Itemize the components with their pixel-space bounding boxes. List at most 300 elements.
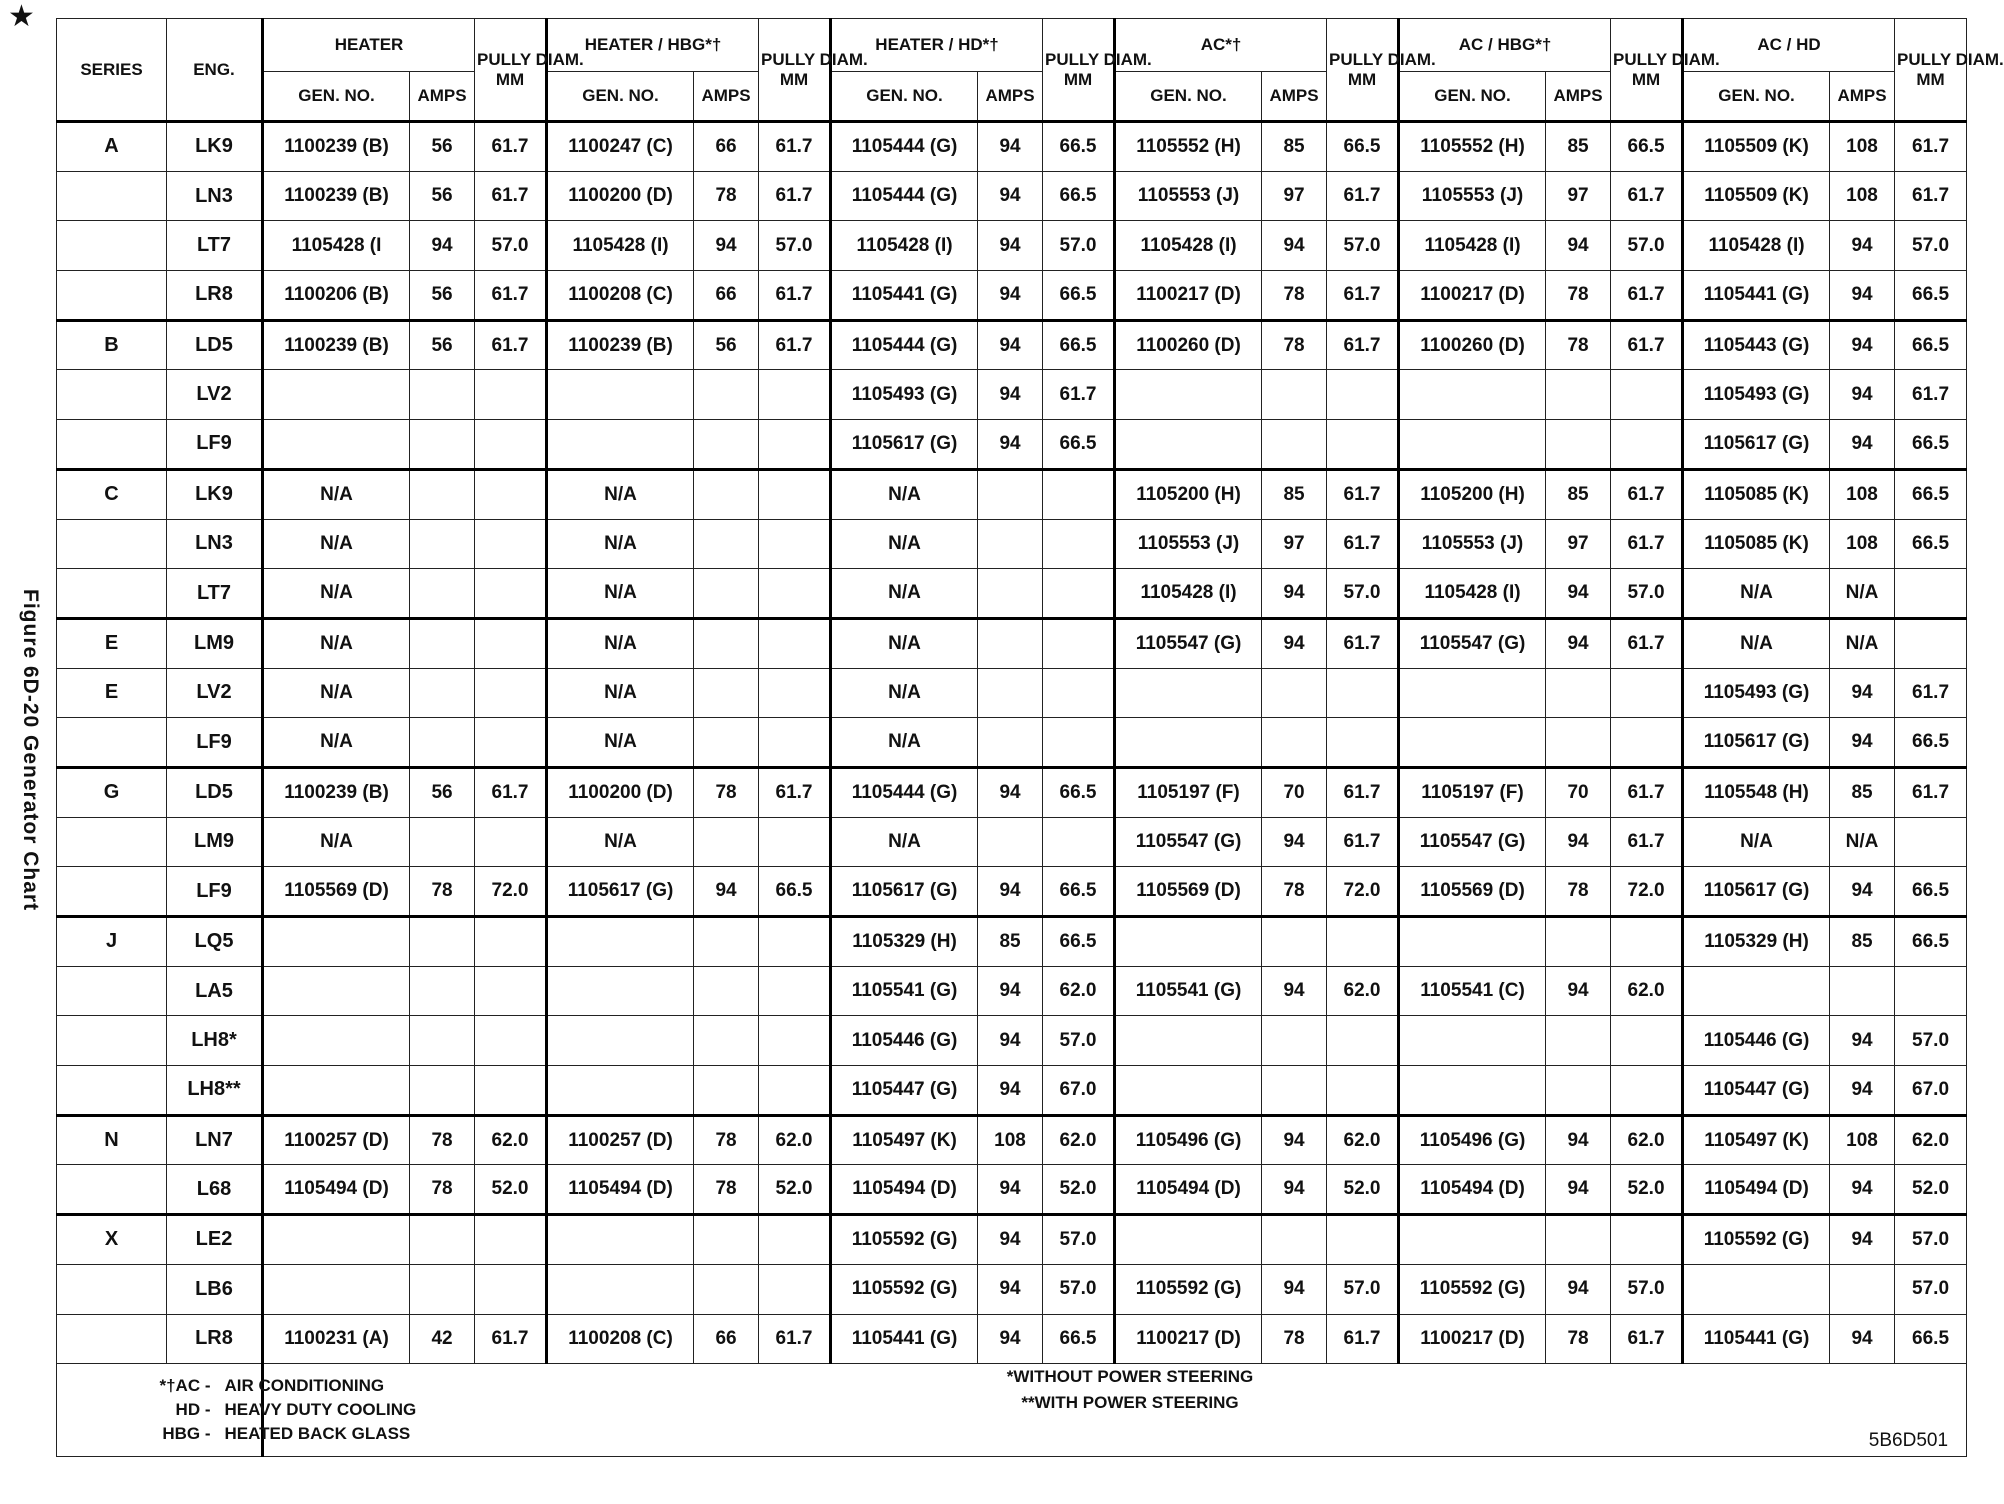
group-header-5: AC / HD [1683,19,1895,72]
pully-diam-cell: 62.0 [759,1115,831,1165]
pully-diam-cell: 61.7 [1611,767,1683,817]
engine-cell: LV2 [167,370,263,420]
amps-cell [1546,718,1611,768]
amps-cell: 66 [694,271,759,321]
gen-no-cell [547,370,694,420]
amps-cell: 78 [694,1165,759,1215]
table-row [57,519,1967,569]
gen-no-header: GEN. NO. [1115,72,1262,122]
series-cell [57,1016,167,1066]
gen-no-cell: 1105497 (K) [831,1115,978,1165]
pully-diam-cell: 61.7 [1611,519,1683,569]
gen-no-cell: 1105493 (G) [1683,668,1830,718]
amps-cell: 56 [410,171,475,221]
gen-no-cell [547,1215,694,1265]
engine-cell: LT7 [167,569,263,619]
gen-no-cell: 1105547 (G) [1115,618,1262,668]
gen-no-cell: 1100200 (D) [547,767,694,817]
gen-no-cell: 1105085 (K) [1683,519,1830,569]
gen-no-cell: 1100231 (A) [263,1314,410,1364]
amps-header: AMPS [978,72,1043,122]
amps-cell: 108 [1830,171,1895,221]
gen-no-cell: 1105329 (H) [831,917,978,967]
amps-cell: 94 [1546,817,1611,867]
pully-diam-cell [759,1264,831,1314]
pully-diam-cell: 66.5 [1895,1314,1967,1364]
pully-diam-cell: 66.5 [1043,271,1115,321]
legend-key: HBG - [162,1423,211,1443]
pully-diam-header [475,19,584,122]
pully-diam-cell [1327,718,1399,768]
pully-diam-cell [475,618,547,668]
pully-diam-cell: 62.0 [1895,1115,1967,1165]
amps-cell: 94 [1830,1314,1895,1364]
table-row [57,420,1967,470]
pully-diam-cell: 57.0 [759,221,831,271]
pully-diam-cell [1611,420,1683,470]
gen-no-cell [263,1264,410,1314]
gen-no-cell: 1105197 (F) [1399,767,1546,817]
amps-cell: N/A [1830,618,1895,668]
gen-no-cell: 1105444 (G) [831,122,978,172]
amps-cell: 78 [410,1165,475,1215]
pully-diam-cell [1611,1215,1683,1265]
amps-cell [694,370,759,420]
amps-cell [1262,718,1327,768]
amps-cell: 78 [694,171,759,221]
amps-cell: N/A [1830,817,1895,867]
amps-cell: 94 [978,171,1043,221]
gen-no-cell: 1105541 (C) [1399,966,1546,1016]
table-row [57,917,1967,967]
gen-no-cell: 1100208 (C) [547,271,694,321]
pully-diam-cell: 62.0 [1611,966,1683,1016]
engine-cell: LF9 [167,420,263,470]
amps-cell [1546,1016,1611,1066]
pully-diam-cell: 67.0 [1895,1066,1967,1116]
amps-cell: 94 [694,867,759,917]
gen-no-cell: 1105592 (G) [831,1215,978,1265]
pully-diam-cell: 61.7 [1611,271,1683,321]
gen-no-cell: 1105085 (K) [1683,469,1830,519]
gen-no-cell: 1100239 (B) [263,122,410,172]
engine-cell: LT7 [167,221,263,271]
gen-no-cell: N/A [831,469,978,519]
amps-cell [410,1066,475,1116]
table-row [57,1264,1967,1314]
pully-diam-cell [759,718,831,768]
pully-diam-cell [1611,668,1683,718]
gen-no-cell: N/A [263,817,410,867]
pully-label: PULLY DIAM. [1329,49,1436,69]
amps-cell: 94 [978,767,1043,817]
note-without-power-steering: *WITHOUT POWER STEERING [1006,1367,1254,1387]
amps-cell [1262,1066,1327,1116]
table-row [57,320,1967,370]
pully-diam-cell [759,1215,831,1265]
series-header: SERIES [57,19,167,122]
series-cell [57,370,167,420]
gen-no-cell: 1105569 (D) [1399,867,1546,917]
table-row [57,370,1967,420]
pully-diam-cell: 72.0 [1611,867,1683,917]
notes-block [266,1364,1964,1456]
series-cell: G [57,767,167,817]
amps-cell: 78 [1546,271,1611,321]
table-row [57,618,1967,668]
pully-diam-cell: 57.0 [1043,1215,1115,1265]
gen-no-cell: 1100247 (C) [547,122,694,172]
pully-diam-cell: 61.7 [759,271,831,321]
gen-no-cell [1399,370,1546,420]
pully-diam-cell [475,966,547,1016]
pully-diam-cell: 61.7 [1327,817,1399,867]
pully-diam-cell [759,917,831,967]
amps-cell: 94 [1830,1066,1895,1116]
series-cell [57,1066,167,1116]
amps-cell [694,1066,759,1116]
gen-no-cell: 1105428 (I) [1115,569,1262,619]
amps-cell [694,917,759,967]
pully-diam-cell: 61.7 [1611,171,1683,221]
amps-header: AMPS [1546,72,1611,122]
pully-diam-cell [475,817,547,867]
pully-diam-cell: 61.7 [759,122,831,172]
amps-cell [1546,668,1611,718]
pully-diam-header [1611,19,1720,122]
gen-no-cell [1115,718,1262,768]
table-row [57,1215,1967,1265]
amps-cell: 78 [694,767,759,817]
amps-cell [410,569,475,619]
pully-diam-cell: 52.0 [1043,1165,1115,1215]
gen-no-cell: 1100200 (D) [547,171,694,221]
series-cell [57,966,167,1016]
pully-diam-cell: 61.7 [1327,1314,1399,1364]
amps-cell [410,469,475,519]
pully-diam-cell: 66.5 [759,867,831,917]
pully-diam-cell: 66.5 [1043,1314,1115,1364]
legend-key: HD - [175,1399,211,1419]
gen-no-cell: 1105197 (F) [1115,767,1262,817]
amps-cell: 94 [694,221,759,271]
amps-cell: 85 [978,917,1043,967]
engine-cell: LH8* [167,1016,263,1066]
table-row [57,1314,1967,1364]
pully-diam-cell: 61.7 [1611,817,1683,867]
amps-cell: 66 [694,1314,759,1364]
gen-no-cell [547,917,694,967]
series-cell [57,221,167,271]
gen-no-cell: 1105200 (H) [1115,469,1262,519]
amps-cell [1262,917,1327,967]
series-cell: B [57,320,167,370]
gen-no-cell: 1105493 (G) [831,370,978,420]
pully-diam-cell: 62.0 [1327,1115,1399,1165]
gen-no-cell: 1105541 (G) [831,966,978,1016]
gen-no-cell [1115,1066,1262,1116]
pully-diam-cell: 61.7 [1327,519,1399,569]
pully-diam-cell [1043,618,1115,668]
gen-no-cell: 1105444 (G) [831,171,978,221]
pully-diam-cell [1611,370,1683,420]
pully-diam-cell: 61.7 [1895,122,1967,172]
amps-cell: 94 [1830,1165,1895,1215]
pully-diam-cell: 61.7 [1327,171,1399,221]
pully-diam-cell [759,966,831,1016]
gen-no-cell: 1105541 (G) [1115,966,1262,1016]
amps-cell [1546,1066,1611,1116]
amps-cell [1262,1016,1327,1066]
gen-no-cell: 1105617 (G) [1683,420,1830,470]
amps-cell [410,1264,475,1314]
amps-cell: 78 [410,867,475,917]
amps-cell: 108 [1830,122,1895,172]
pully-diam-cell: 61.7 [1611,1314,1683,1364]
engine-cell: LN7 [167,1115,263,1165]
gen-no-cell: 1105592 (G) [1115,1264,1262,1314]
gen-no-cell: 1105428 (I) [547,221,694,271]
gen-no-cell: 1105428 (I) [1115,221,1262,271]
gen-no-cell [1399,1016,1546,1066]
pully-diam-cell: 61.7 [475,767,547,817]
gen-no-cell: 1105447 (G) [1683,1066,1830,1116]
pully-diam-cell: 61.7 [475,1314,547,1364]
amps-cell [410,718,475,768]
pully-diam-cell [475,1215,547,1265]
amps-cell: 85 [1546,469,1611,519]
amps-cell [978,519,1043,569]
pully-diam-cell: 61.7 [475,122,547,172]
pully-diam-cell: 62.0 [475,1115,547,1165]
pully-diam-cell [1611,1066,1683,1116]
amps-cell [1546,917,1611,967]
amps-cell [1262,370,1327,420]
engine-cell: LM9 [167,618,263,668]
gen-no-cell: 1100260 (D) [1115,320,1262,370]
gen-no-cell [1399,1215,1546,1265]
pully-label: PULLY DIAM. [1897,49,2004,69]
gen-no-cell: 1105443 (G) [1683,320,1830,370]
star-icon: ★ [8,0,35,33]
pully-diam-cell [475,370,547,420]
pully-diam-cell: 61.7 [1611,320,1683,370]
amps-cell: 94 [1830,271,1895,321]
pully-diam-cell: 66.5 [1895,320,1967,370]
gen-no-cell: 1105592 (G) [1683,1215,1830,1265]
amps-cell: 94 [1262,221,1327,271]
amps-cell [694,469,759,519]
pully-diam-cell [1043,817,1115,867]
pully-diam-cell: 61.7 [1327,618,1399,668]
amps-cell [1830,966,1895,1016]
amps-cell: 56 [694,320,759,370]
gen-no-cell: N/A [831,569,978,619]
gen-no-cell: N/A [1683,618,1830,668]
engine-cell: LK9 [167,469,263,519]
amps-cell: 94 [978,966,1043,1016]
pully-diam-cell [1043,569,1115,619]
engine-cell: LF9 [167,718,263,768]
pully-diam-cell: 62.0 [1043,1115,1115,1165]
gen-no-cell [547,1066,694,1116]
gen-no-cell [1399,1066,1546,1116]
engine-cell: LQ5 [167,917,263,967]
engine-cell: LK9 [167,122,263,172]
pully-diam-cell [1611,917,1683,967]
gen-no-cell [547,1016,694,1066]
pully-diam-cell [1327,1215,1399,1265]
amps-cell [410,917,475,967]
amps-cell: 94 [1546,221,1611,271]
gen-no-cell: 1105444 (G) [831,767,978,817]
pully-diam-cell [1611,718,1683,768]
pully-diam-cell: 62.0 [1043,966,1115,1016]
amps-cell [694,1016,759,1066]
pully-diam-cell [475,519,547,569]
series-cell [57,420,167,470]
amps-cell: 94 [978,320,1043,370]
pully-diam-cell: 66.5 [1895,519,1967,569]
gen-no-cell: 1105592 (G) [1399,1264,1546,1314]
pully-diam-cell [475,1016,547,1066]
gen-no-cell: 1105553 (J) [1399,171,1546,221]
pully-diam-cell: 57.0 [1327,569,1399,619]
gen-no-cell: N/A [831,668,978,718]
pully-diam-cell [1043,519,1115,569]
pully-label: PULLY DIAM. [477,49,584,69]
amps-cell: 85 [1830,917,1895,967]
engine-cell: LV2 [167,668,263,718]
engine-cell: L68 [167,1165,263,1215]
pully-diam-cell [475,469,547,519]
series-cell [57,1264,167,1314]
pully-label: PULLY DIAM. [761,49,868,69]
engine-cell: LD5 [167,767,263,817]
engine-cell: LD5 [167,320,263,370]
pully-diam-cell: 61.7 [1895,767,1967,817]
gen-no-cell: 1100239 (B) [263,171,410,221]
pully-diam-cell [1895,817,1967,867]
pully-diam-cell [759,1066,831,1116]
pully-diam-cell [759,618,831,668]
pully-diam-cell: 52.0 [1611,1165,1683,1215]
amps-cell: 78 [694,1115,759,1165]
gen-no-cell: 1105428 (I [263,221,410,271]
gen-no-cell: 1100208 (C) [547,1314,694,1364]
pully-diam-cell: 61.7 [1043,370,1115,420]
amps-cell [410,817,475,867]
generator-chart-table [56,18,2004,1457]
engine-cell: LH8** [167,1066,263,1116]
gen-no-cell: 1105441 (G) [831,1314,978,1364]
amps-cell: 70 [1262,767,1327,817]
gen-no-cell: 1105552 (H) [1399,122,1546,172]
gen-no-cell: 1100206 (B) [263,271,410,321]
amps-cell: 94 [1262,817,1327,867]
gen-no-header: GEN. NO. [1399,72,1546,122]
amps-cell [978,718,1043,768]
gen-no-cell [263,1066,410,1116]
series-cell: E [57,668,167,718]
gen-no-cell: 1105494 (D) [1399,1165,1546,1215]
table-row [57,718,1967,768]
gen-no-cell: 1105444 (G) [831,320,978,370]
pully-diam-cell: 66.5 [1043,867,1115,917]
amps-header: AMPS [694,72,759,122]
amps-cell [1262,668,1327,718]
gen-no-cell: 1100217 (D) [1399,271,1546,321]
gen-no-cell: N/A [547,668,694,718]
group-header-3: AC*† [1115,19,1327,72]
amps-cell: 85 [1262,122,1327,172]
legend-row [61,1398,441,1422]
amps-cell [694,618,759,668]
pully-diam-cell: 57.0 [1895,221,1967,271]
gen-no-cell: N/A [263,668,410,718]
gen-no-cell: 1105441 (G) [1683,271,1830,321]
gen-no-cell: N/A [547,817,694,867]
gen-no-cell: 1105497 (K) [1683,1115,1830,1165]
amps-cell [1830,1264,1895,1314]
amps-cell [1546,370,1611,420]
figure-code: 5B6D501 [1868,1430,1949,1452]
pully-diam-cell: 57.0 [1611,221,1683,271]
figure-caption: Figure 6D-20 Generator Chart [19,588,42,912]
gen-no-cell: 1100217 (D) [1115,1314,1262,1364]
amps-cell: 94 [1830,221,1895,271]
legend-row [61,1422,441,1446]
legend-key: *†AC - [159,1375,211,1395]
pully-diam-cell: 62.0 [1327,966,1399,1016]
gen-no-cell [1399,718,1546,768]
amps-cell: 94 [1546,618,1611,668]
amps-cell: 94 [978,1264,1043,1314]
gen-no-cell: 1100217 (D) [1115,271,1262,321]
pully-diam-cell [475,569,547,619]
amps-cell: N/A [1830,569,1895,619]
amps-cell: 94 [1262,569,1327,619]
pully-diam-cell: 72.0 [475,867,547,917]
amps-header: AMPS [1262,72,1327,122]
amps-cell: 94 [410,221,475,271]
gen-no-cell [263,420,410,470]
gen-no-header: GEN. NO. [263,72,410,122]
gen-no-cell: 1105428 (I) [1399,221,1546,271]
amps-cell [978,668,1043,718]
table-row [57,1115,1967,1165]
pully-diam-cell [1327,1016,1399,1066]
table-row [57,767,1967,817]
gen-no-cell: 1105553 (J) [1115,171,1262,221]
gen-no-cell: N/A [831,519,978,569]
gen-no-cell [1399,420,1546,470]
series-cell [57,171,167,221]
gen-no-cell [1683,1264,1830,1314]
amps-cell: 78 [1546,867,1611,917]
amps-cell [1546,1215,1611,1265]
pully-diam-cell [1327,420,1399,470]
pully-diam-cell [1043,718,1115,768]
gen-no-cell: 1105547 (G) [1399,817,1546,867]
gen-no-cell [1115,917,1262,967]
amps-cell: 94 [1830,420,1895,470]
gen-no-cell: 1100257 (D) [263,1115,410,1165]
pully-diam-cell [475,718,547,768]
amps-cell: 78 [1262,271,1327,321]
gen-no-cell: N/A [547,718,694,768]
gen-no-cell: 1105547 (G) [1399,618,1546,668]
